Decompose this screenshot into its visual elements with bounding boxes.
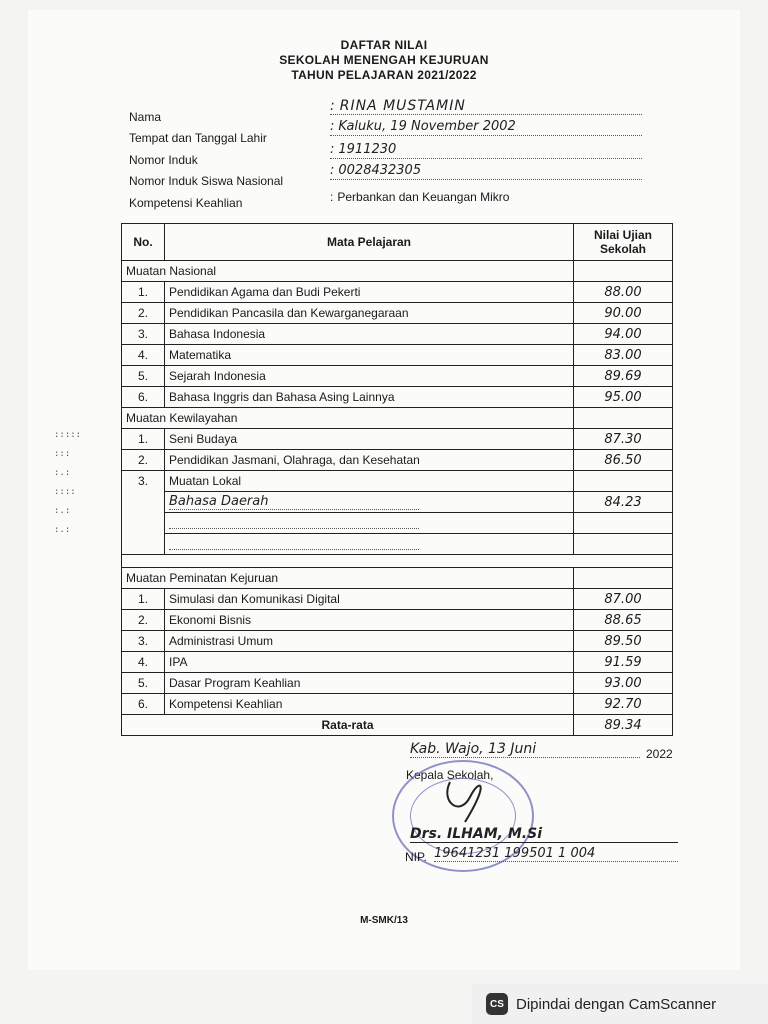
value-student-number: : 1911230 bbox=[330, 142, 642, 159]
table-row: 1. Seni Budaya 87.30 bbox=[122, 429, 673, 450]
label-name: Nama bbox=[129, 110, 162, 124]
average-label: Rata-rata bbox=[122, 715, 574, 736]
table-row: 2. Ekonomi Bisnis 88.65 bbox=[122, 610, 673, 631]
table-row: 4. Matematika 83.00 bbox=[122, 345, 673, 366]
table-row: 4. IPA 91.59 bbox=[122, 652, 673, 673]
scanner-watermark bbox=[472, 984, 768, 1024]
spacer-row bbox=[122, 555, 673, 568]
table-row: 6. Bahasa Inggris dan Bahasa Asing Lainnya 95.00 bbox=[122, 387, 673, 408]
table-row: 3. Bahasa Indonesia 94.00 bbox=[122, 324, 673, 345]
blank-row bbox=[122, 513, 673, 534]
col-subject-header: Mata Pelajaran bbox=[165, 224, 574, 261]
section-row: Muatan Kewilayahan bbox=[122, 408, 673, 429]
margin-punch-marks: ::::: ::: :.: :::: :.: :.: bbox=[54, 430, 82, 535]
local-subject-row bbox=[122, 492, 673, 513]
header-title: DAFTAR NILAI bbox=[340, 38, 428, 52]
grades-table bbox=[121, 223, 673, 736]
label-nisn: Nomor Induk Siswa Nasional bbox=[129, 174, 284, 188]
section-row: Muatan Nasional bbox=[122, 261, 673, 282]
signature-year: 2022 bbox=[646, 747, 673, 761]
section-row: Muatan Peminatan Kejuruan bbox=[122, 568, 673, 589]
scanner-text: Dipindai dengan CamScanner bbox=[516, 995, 717, 1013]
table-row: 3. Muatan Lokal bbox=[122, 471, 673, 492]
signature-place-date: Kab. Wajo, 13 Juni bbox=[410, 741, 640, 758]
camscanner-logo-icon: CS bbox=[486, 993, 508, 1015]
table-row: 5. Sejarah Indonesia 89.69 bbox=[122, 366, 673, 387]
average-row bbox=[122, 715, 673, 736]
table-row: 1. Simulasi dan Komunikasi Digital 87.00 bbox=[122, 589, 673, 610]
value-birth: : Kaluku, 19 November 2002 bbox=[330, 119, 642, 136]
table-header-row bbox=[122, 224, 673, 261]
table-row: 2. Pendidikan Jasmani, Olahraga, dan Kesehatan 86.50 bbox=[122, 450, 673, 471]
blank-row bbox=[122, 534, 673, 555]
local-subject-score: 84.23 bbox=[574, 492, 673, 513]
document-header bbox=[0, 38, 768, 83]
signature-name: Drs. ILHAM, M.Si bbox=[410, 826, 678, 843]
col-no-header: No. bbox=[122, 224, 165, 261]
header-school: SEKOLAH MENENGAH KEJURUAN bbox=[279, 53, 489, 67]
value-nisn: : 0028432305 bbox=[330, 163, 642, 180]
value-competency: : Perbankan dan Keuangan Mikro bbox=[330, 190, 510, 204]
average-value: 89.34 bbox=[574, 715, 673, 736]
table-row: 2. Pendidikan Pancasila dan Kewarganegaraan 90.00 bbox=[122, 303, 673, 324]
signature-role: Kepala Sekolah, bbox=[406, 768, 494, 782]
table-row: 1. Pendidikan Agama dan Budi Pekerti 88.00 bbox=[122, 282, 673, 303]
local-subject-name: Bahasa Daerah bbox=[169, 494, 419, 510]
header-year: TAHUN PELAJARAN 2021/2022 bbox=[291, 68, 477, 82]
signature-scribble bbox=[430, 772, 500, 832]
table-row: 5. Dasar Program Keahlian 93.00 bbox=[122, 673, 673, 694]
col-score-header: Nilai Ujian Sekolah bbox=[574, 224, 673, 261]
value-name: : RINA MUSTAMIN bbox=[330, 98, 642, 115]
table-row: 3. Administrasi Umum 89.50 bbox=[122, 631, 673, 652]
form-code: M-SMK/13 bbox=[360, 915, 408, 926]
nip-label: NIP. bbox=[405, 850, 427, 864]
label-competency: Kompetensi Keahlian bbox=[129, 196, 243, 210]
nip-value: 19641231 199501 1 004 bbox=[434, 846, 678, 862]
table-row: 6. Kompetensi Keahlian 92.70 bbox=[122, 694, 673, 715]
label-student-number: Nomor Induk bbox=[129, 153, 198, 167]
label-birth: Tempat dan Tanggal Lahir bbox=[129, 131, 267, 145]
